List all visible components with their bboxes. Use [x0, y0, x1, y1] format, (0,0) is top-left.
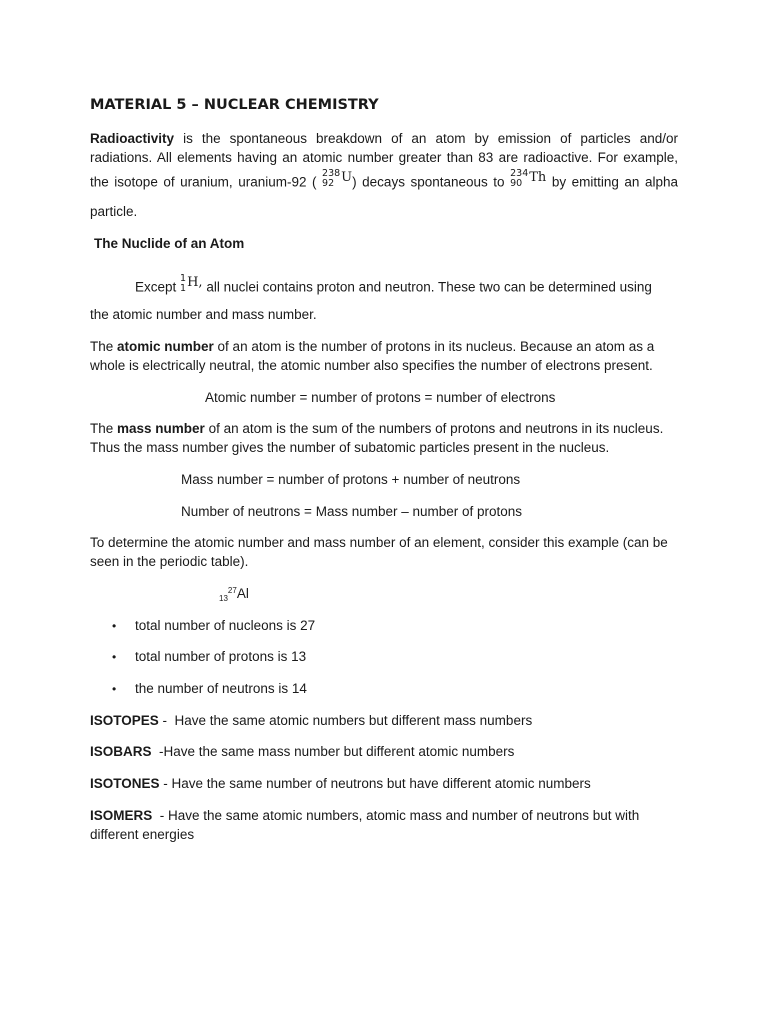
- definition-isobars: ISOBARS -Have the same mass number but different atomic numbers: [90, 744, 515, 759]
- nuclide-paragraph-line-1: Except 1 1 H, all nuclei contains proton and neutron. These two can be determined using: [135, 278, 695, 298]
- bullet-icon: •: [112, 650, 117, 664]
- radioactivity-line-1: Radioactivity is the spontaneous breakdown of an atom by emission of particles and/or: [90, 130, 678, 150]
- section-heading-nuclide: The Nuclide of an Atom: [94, 236, 245, 251]
- equation-mass-number: Mass number = number of protons + number of neutrons: [181, 472, 521, 487]
- uranium-nuclide: 238 92 U: [322, 168, 353, 189]
- radioactivity-line-2: radiations. All elements having an atomic number greater than 83 are radioactive. For example,: [90, 150, 678, 165]
- bullet-icon: •: [112, 619, 117, 633]
- definition-isotones: ISOTONES - Have the same number of neutrons but have different atomic numbers: [90, 776, 591, 791]
- atomic-number-paragraph: The atomic number of an atom is the number of protons in its nucleus. Because an atom as a whole is electrically neutral, the atomic number also specifies the number of electrons present.: [90, 339, 655, 373]
- radioactivity-line-3: the isotope of uranium, uranium-92 ( 238 92 U) decays spontaneous to 234 90 Th by emitting an alpha: [90, 173, 678, 193]
- nuclide-paragraph-line-2: the atomic number and mass number.: [90, 307, 317, 322]
- radioactivity-line-4: particle.: [90, 204, 138, 219]
- aluminium-nuclide-example: $_{13}^{27}$Al: [219, 586, 249, 603]
- equation-atomic-number: Atomic number = number of protons = number of electrons: [205, 390, 556, 405]
- mass-number-paragraph: The mass number of an atom is the sum of the numbers of protons and neutrons in its nucleus. Thus the mass number gives the number of subatomic particles present in the nucleus.: [90, 421, 664, 455]
- definition-isomers: ISOMERS - Have the same atomic numbers, atomic mass and number of neutrons but with different energies: [90, 808, 644, 842]
- equation-neutrons: Number of neutrons = Mass number – number of protons: [181, 504, 523, 519]
- hydrogen-nuclide: 1 1 H,: [180, 273, 203, 294]
- definition-isotopes: ISOTOPES - Have the same atomic numbers but different mass numbers: [90, 713, 533, 728]
- determine-paragraph: To determine the atomic number and mass number of an element, consider this example (can be seen in the periodic table).: [90, 535, 668, 569]
- list-item: • total number of protons is 13: [112, 648, 306, 667]
- bullet-icon: •: [112, 682, 117, 696]
- list-item: • total number of nucleons is 27: [112, 617, 315, 636]
- list-item: • the number of neutrons is 14: [112, 680, 307, 699]
- page-title: MATERIAL 5 – NUCLEAR CHEMISTRY: [90, 97, 379, 113]
- thorium-nuclide: 234 90 Th: [510, 168, 547, 189]
